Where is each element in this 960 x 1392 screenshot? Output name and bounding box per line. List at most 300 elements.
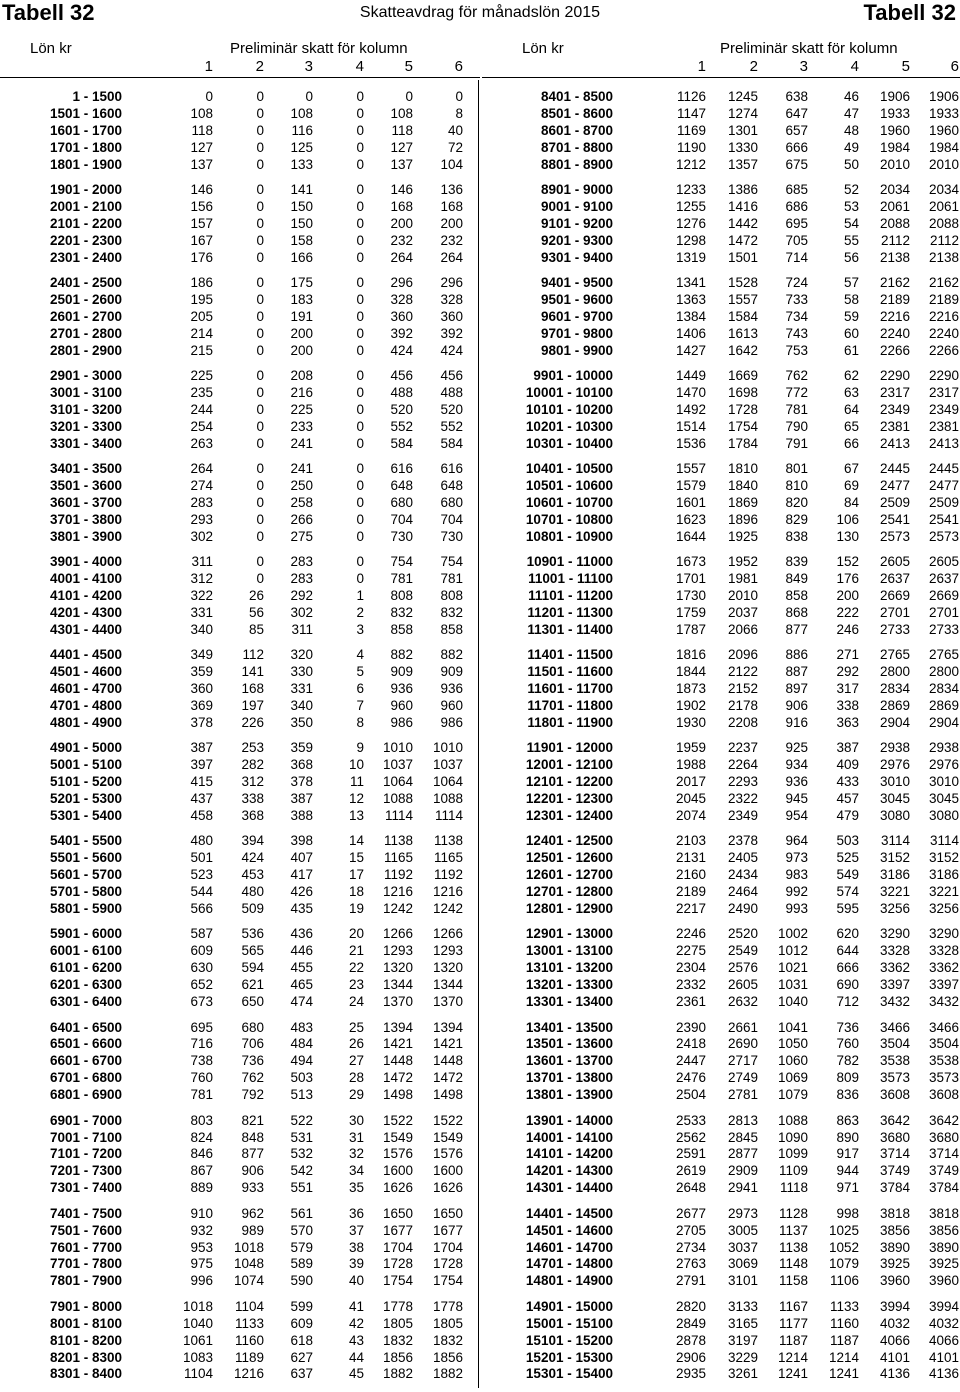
income-range: 4801 - 4900 xyxy=(49,715,122,731)
tax-col-4: 84 xyxy=(843,495,859,511)
tax-col-1: 1341 xyxy=(675,275,706,291)
income-range: 15101 - 15200 xyxy=(525,1332,613,1348)
tax-col-6: 3114 xyxy=(929,833,959,849)
tax-col-4: 60 xyxy=(843,325,859,341)
tax-col-1: 2791 xyxy=(675,1273,706,1289)
tax-col-3: 436 xyxy=(290,926,313,942)
tax-col-3: 359 xyxy=(290,740,313,756)
income-range: 9201 - 9300 xyxy=(540,232,613,248)
tax-col-5: 1138 xyxy=(383,833,413,849)
tax-col-1: 501 xyxy=(190,850,213,866)
tax-col-1: 673 xyxy=(190,994,213,1010)
tax-col-6: 424 xyxy=(440,342,463,358)
tax-col-6: 3152 xyxy=(928,850,959,866)
income-range: 6201 - 6300 xyxy=(49,977,122,993)
income-range: 1701 - 1800 xyxy=(49,139,122,155)
tax-col-5: 3362 xyxy=(879,960,910,976)
income-range: 3701 - 3800 xyxy=(49,512,122,528)
tax-col-2: 0 xyxy=(256,156,264,172)
tax-col-1: 889 xyxy=(190,1180,213,1196)
tax-col-4: 0 xyxy=(356,105,364,121)
tax-col-1: 1276 xyxy=(675,215,706,231)
column-number-1: 1 xyxy=(697,58,706,75)
tax-col-5: 424 xyxy=(390,342,413,358)
tax-col-5: 3538 xyxy=(879,1053,910,1069)
tax-col-3: 387 xyxy=(290,791,313,807)
tax-col-6: 2765 xyxy=(928,647,959,663)
tax-col-5: 2605 xyxy=(879,554,910,570)
tax-col-6: 1882 xyxy=(432,1366,463,1382)
tax-col-4: 760 xyxy=(836,1036,859,1052)
tax-col-6: 2349 xyxy=(928,402,959,418)
tax-col-5: 200 xyxy=(390,215,413,231)
tax-col-3: 258 xyxy=(290,495,313,511)
tax-col-3: 503 xyxy=(290,1070,313,1086)
tax-col-3: 1214 xyxy=(777,1349,808,1365)
tax-col-2: 1669 xyxy=(727,368,758,384)
tax-col-4: 6 xyxy=(356,681,364,697)
income-range: 6801 - 6900 xyxy=(49,1087,122,1103)
tax-col-2: 1925 xyxy=(727,529,758,544)
income-range: 5701 - 5800 xyxy=(49,884,122,900)
tax-col-6: 2637 xyxy=(928,571,959,587)
tax-col-3: 426 xyxy=(290,884,313,900)
tax-col-3: 637 xyxy=(290,1366,313,1382)
tax-col-5: 1650 xyxy=(382,1205,413,1221)
tax-col-2: 680 xyxy=(241,1019,264,1035)
tax-col-3: 1187 xyxy=(778,1332,808,1348)
tax-col-6: 1728 xyxy=(432,1256,463,1272)
tax-col-2: 3133 xyxy=(727,1298,758,1314)
tax-col-3: 398 xyxy=(290,833,313,849)
tax-col-1: 1930 xyxy=(675,715,706,731)
tax-col-6: 2240 xyxy=(928,325,959,341)
tax-col-3: 734 xyxy=(785,309,808,324)
tax-col-1: 2131 xyxy=(675,850,706,866)
tax-col-1: 1061 xyxy=(182,1332,213,1348)
tax-col-2: 0 xyxy=(256,309,264,324)
income-range: 8401 - 8500 xyxy=(540,89,613,104)
tax-col-5: 960 xyxy=(390,698,413,714)
tax-col-2: 2010 xyxy=(727,588,758,604)
tax-col-1: 652 xyxy=(190,977,213,993)
tax-col-6: 986 xyxy=(440,715,463,731)
income-range: 13801 - 13900 xyxy=(525,1087,613,1103)
tax-col-3: 801 xyxy=(785,461,808,477)
tax-col-1: 1298 xyxy=(675,232,706,248)
tax-col-2: 3197 xyxy=(727,1332,758,1348)
tax-col-6: 1960 xyxy=(928,122,959,138)
tax-col-3: 781 xyxy=(785,402,808,418)
income-range: 11601 - 11700 xyxy=(527,681,613,697)
tax-col-2: 1048 xyxy=(233,1256,264,1272)
tax-col-4: 644 xyxy=(836,943,859,959)
tax-col-5: 1088 xyxy=(382,791,413,807)
tax-col-3: 657 xyxy=(785,122,808,138)
tax-col-6: 1394 xyxy=(432,1019,463,1035)
income-range: 9101 - 9200 xyxy=(540,215,613,231)
tax-col-6: 1472 xyxy=(432,1070,463,1086)
tax-col-3: 1148 xyxy=(778,1256,808,1272)
tax-col-5: 2216 xyxy=(879,309,910,324)
tax-col-5: 2290 xyxy=(879,368,910,384)
tax-col-3: 1118 xyxy=(779,1180,808,1196)
income-range: 12501 - 12600 xyxy=(525,850,613,866)
tax-col-4: 690 xyxy=(836,977,859,993)
tax-col-6: 2800 xyxy=(928,664,959,680)
tax-col-5: 1960 xyxy=(879,122,910,138)
tax-col-5: 3573 xyxy=(879,1070,910,1086)
tax-col-2: 0 xyxy=(256,199,264,214)
tax-col-3: 1128 xyxy=(778,1205,808,1221)
tax-col-2: 2909 xyxy=(727,1163,758,1179)
page-title: Skatteavdrag för månadslön 2015 xyxy=(359,4,601,21)
tax-col-2: 0 xyxy=(256,461,264,477)
tax-col-1: 2820 xyxy=(675,1298,706,1314)
tax-col-6: 488 xyxy=(440,385,463,401)
income-range: 13201 - 13300 xyxy=(525,977,613,993)
tax-col-6: 584 xyxy=(440,435,463,451)
income-range: 2701 - 2800 xyxy=(49,325,122,341)
tax-col-3: 200 xyxy=(290,342,313,358)
tax-col-2: 394 xyxy=(241,833,264,849)
income-range: 3501 - 3600 xyxy=(49,478,122,494)
tax-col-6: 1421 xyxy=(432,1036,463,1052)
tax-col-5: 328 xyxy=(390,292,413,308)
tax-col-5: 1010 xyxy=(382,740,413,756)
tax-col-6: 3045 xyxy=(928,791,959,807)
tax-col-2: 2877 xyxy=(727,1146,758,1162)
tax-col-4: 23 xyxy=(348,977,364,993)
tax-col-1: 378 xyxy=(190,715,213,731)
tax-col-5: 808 xyxy=(390,588,413,604)
tax-col-6: 3397 xyxy=(928,977,959,993)
income-range: 7201 - 7300 xyxy=(49,1163,122,1179)
tax-col-4: 7 xyxy=(356,698,364,714)
tax-col-1: 1169 xyxy=(676,122,706,138)
tax-col-3: 241 xyxy=(290,461,313,477)
tax-col-6: 2701 xyxy=(928,605,959,621)
tax-col-5: 1498 xyxy=(382,1087,413,1103)
tax-col-2: 3101 xyxy=(727,1273,758,1289)
income-range: 11001 - 11100 xyxy=(528,571,613,587)
tax-col-1: 458 xyxy=(190,808,213,824)
tax-col-3: 1079 xyxy=(777,1087,808,1103)
tax-col-4: 525 xyxy=(836,850,859,866)
tax-col-2: 253 xyxy=(241,740,264,756)
tax-col-3: 753 xyxy=(785,342,808,358)
tax-col-3: 116 xyxy=(291,122,313,138)
tax-col-5: 2976 xyxy=(879,757,910,773)
tax-col-3: 1167 xyxy=(778,1298,808,1314)
left-column-numbers xyxy=(0,58,480,76)
tax-col-4: 9 xyxy=(356,740,364,756)
tax-col-2: 0 xyxy=(256,215,264,231)
tax-col-3: 849 xyxy=(785,571,808,587)
tax-col-1: 2332 xyxy=(675,977,706,993)
tax-col-1: 2906 xyxy=(675,1349,706,1365)
income-range: 7801 - 7900 xyxy=(49,1273,122,1289)
tax-col-1: 1104 xyxy=(183,1366,213,1382)
tax-col-1: 996 xyxy=(190,1273,213,1289)
tax-col-1: 1363 xyxy=(675,292,706,308)
tax-col-2: 877 xyxy=(241,1146,264,1162)
income-range: 10801 - 10900 xyxy=(525,529,613,544)
tax-col-5: 4101 xyxy=(879,1349,910,1365)
income-range: 14601 - 14700 xyxy=(525,1239,613,1255)
tax-col-2: 933 xyxy=(241,1180,264,1196)
tax-col-2: 509 xyxy=(241,901,264,917)
tax-col-6: 2061 xyxy=(928,199,959,214)
tax-col-1: 1233 xyxy=(675,182,706,198)
income-range: 10701 - 10800 xyxy=(525,512,613,528)
income-range: 8501 - 8600 xyxy=(540,105,613,121)
income-range: 14701 - 14800 xyxy=(525,1256,613,1272)
income-range: 4001 - 4100 xyxy=(49,571,122,587)
tax-col-5: 2112 xyxy=(880,232,910,248)
tax-col-5: 1192 xyxy=(383,867,413,883)
tax-col-4: 595 xyxy=(836,901,859,917)
tax-col-4: 433 xyxy=(836,774,859,790)
tax-col-6: 1933 xyxy=(928,105,959,121)
tax-col-5: 3328 xyxy=(879,943,910,959)
tax-col-1: 274 xyxy=(190,478,213,494)
income-range: 11101 - 11200 xyxy=(528,588,613,604)
tax-col-2: 0 xyxy=(256,402,264,418)
income-range: 2301 - 2400 xyxy=(49,249,122,265)
tax-col-3: 191 xyxy=(290,309,313,324)
tax-col-3: 638 xyxy=(785,89,808,104)
tax-col-6: 3080 xyxy=(928,808,959,824)
tax-col-4: 49 xyxy=(843,139,859,155)
tax-col-1: 2677 xyxy=(675,1205,706,1221)
tax-col-3: 810 xyxy=(785,478,808,494)
tax-col-4: 222 xyxy=(836,605,859,621)
tax-col-4: 59 xyxy=(843,309,859,324)
tax-col-2: 792 xyxy=(241,1087,264,1103)
tax-col-4: 45 xyxy=(348,1366,364,1382)
tax-col-2: 2781 xyxy=(727,1087,758,1103)
right-header-row xyxy=(482,40,960,58)
tax-col-5: 1704 xyxy=(382,1239,413,1255)
income-range: 14101 - 14200 xyxy=(525,1146,613,1162)
tax-col-5: 1216 xyxy=(382,884,413,900)
tax-col-3: 551 xyxy=(290,1180,313,1196)
tax-col-1: 322 xyxy=(190,588,213,604)
tax-col-3: 733 xyxy=(785,292,808,308)
income-range: 7101 - 7200 xyxy=(49,1146,122,1162)
tax-col-2: 1301 xyxy=(727,122,758,138)
tax-col-5: 1472 xyxy=(382,1070,413,1086)
income-range: 2101 - 2200 xyxy=(49,215,122,231)
tax-col-6: 616 xyxy=(440,461,463,477)
tax-col-2: 2464 xyxy=(727,884,758,900)
lon-kr-header: Lön kr xyxy=(522,40,564,57)
tax-col-1: 2275 xyxy=(675,943,706,959)
tax-col-2: 168 xyxy=(241,681,264,697)
tax-col-6: 1293 xyxy=(432,943,463,959)
tax-col-2: 1728 xyxy=(727,402,758,418)
tax-col-4: 317 xyxy=(836,681,859,697)
tax-col-5: 232 xyxy=(390,232,413,248)
tax-col-4: 1187 xyxy=(829,1332,859,1348)
tax-col-5: 3152 xyxy=(879,850,910,866)
tax-col-6: 1600 xyxy=(432,1163,463,1179)
income-range: 4501 - 4600 xyxy=(49,664,122,680)
tax-col-3: 993 xyxy=(785,901,808,917)
tax-col-5: 4066 xyxy=(879,1332,910,1348)
tax-col-6: 704 xyxy=(440,512,463,528)
income-range: 5801 - 5900 xyxy=(49,901,122,917)
income-range: 12201 - 12300 xyxy=(525,791,613,807)
tax-col-3: 627 xyxy=(290,1349,313,1365)
tax-col-4: 58 xyxy=(843,292,859,308)
tax-col-1: 2476 xyxy=(675,1070,706,1086)
tax-col-4: 32 xyxy=(348,1146,364,1162)
tax-col-3: 331 xyxy=(290,681,313,697)
tax-col-5: 1728 xyxy=(382,1256,413,1272)
tax-col-5: 3114 xyxy=(880,833,910,849)
tax-col-5: 3432 xyxy=(879,994,910,1010)
tax-col-4: 1133 xyxy=(829,1298,859,1314)
tax-col-6: 1576 xyxy=(432,1146,463,1162)
income-range: 10301 - 10400 xyxy=(525,435,613,451)
tax-col-3: 216 xyxy=(290,385,313,401)
tax-col-2: 0 xyxy=(256,232,264,248)
tax-col-4: 620 xyxy=(836,926,859,942)
tax-col-4: 0 xyxy=(356,309,364,324)
tax-col-2: 0 xyxy=(256,385,264,401)
tax-col-6: 8 xyxy=(455,105,463,121)
column-number-6: 6 xyxy=(454,58,463,75)
tax-col-5: 2381 xyxy=(879,419,910,434)
tax-col-4: 62 xyxy=(843,368,859,384)
tax-col-3: 934 xyxy=(785,757,808,773)
tax-col-3: 446 xyxy=(290,943,313,959)
tax-col-3: 513 xyxy=(290,1087,313,1103)
tax-col-1: 1126 xyxy=(676,89,706,104)
tax-col-1: 1873 xyxy=(675,681,706,697)
tax-col-6: 3890 xyxy=(928,1239,959,1255)
tax-col-5: 936 xyxy=(390,681,413,697)
income-range: 3601 - 3700 xyxy=(49,495,122,511)
tax-col-3: 455 xyxy=(290,960,313,976)
tax-col-6: 882 xyxy=(440,647,463,663)
tax-col-1: 2103 xyxy=(675,833,706,849)
tax-col-2: 1189 xyxy=(234,1349,264,1365)
tax-col-6: 3784 xyxy=(928,1180,959,1196)
tax-col-4: 479 xyxy=(836,808,859,824)
tax-col-6: 1754 xyxy=(432,1273,463,1289)
tax-col-5: 3784 xyxy=(879,1180,910,1196)
income-range: 14301 - 14400 xyxy=(525,1180,613,1196)
tax-col-3: 916 xyxy=(785,715,808,731)
tax-col-6: 360 xyxy=(440,309,463,324)
tax-col-5: 1448 xyxy=(382,1053,413,1069)
income-range: 6301 - 6400 xyxy=(49,994,122,1010)
tax-col-6: 2112 xyxy=(929,232,959,248)
tax-col-6: 2834 xyxy=(928,681,959,697)
tax-col-1: 283 xyxy=(190,495,213,511)
tax-col-2: 226 xyxy=(241,715,264,731)
tabell-label-left: Tabell 32 xyxy=(2,0,95,25)
tax-col-2: 3165 xyxy=(727,1315,758,1331)
tax-col-2: 3005 xyxy=(727,1222,758,1238)
tax-col-6: 1832 xyxy=(432,1332,463,1348)
tax-col-1: 176 xyxy=(190,249,213,265)
tax-col-2: 989 xyxy=(241,1222,264,1238)
tax-col-3: 417 xyxy=(290,867,313,883)
tax-col-1: 2935 xyxy=(675,1366,706,1382)
tax-col-1: 118 xyxy=(191,122,213,138)
tax-col-2: 2690 xyxy=(727,1036,758,1052)
tax-col-6: 2034 xyxy=(928,182,959,198)
tax-col-4: 37 xyxy=(348,1222,364,1238)
tax-col-3: 108 xyxy=(290,105,313,121)
tax-col-4: 54 xyxy=(843,215,859,231)
tax-col-3: 141 xyxy=(290,182,313,198)
income-range: 2501 - 2600 xyxy=(49,292,122,308)
tax-col-6: 3256 xyxy=(928,901,959,917)
tax-col-3: 599 xyxy=(290,1298,313,1314)
income-range: 5101 - 5200 xyxy=(49,774,122,790)
tax-col-2: 0 xyxy=(256,182,264,198)
tax-col-2: 26 xyxy=(248,588,264,604)
tax-col-3: 1158 xyxy=(778,1273,808,1289)
tax-col-5: 1754 xyxy=(382,1273,413,1289)
tax-col-6: 3538 xyxy=(928,1053,959,1069)
tax-col-3: 561 xyxy=(290,1205,313,1221)
tax-col-2: 0 xyxy=(256,105,264,121)
tax-col-2: 0 xyxy=(256,368,264,384)
tax-col-4: 0 xyxy=(356,478,364,494)
tax-col-5: 1114 xyxy=(384,808,413,824)
tax-col-3: 175 xyxy=(290,275,313,291)
tax-col-1: 312 xyxy=(190,571,213,587)
income-range: 12101 - 12200 xyxy=(525,774,613,790)
income-range: 4401 - 4500 xyxy=(49,647,122,663)
tax-col-4: 1106 xyxy=(829,1273,859,1289)
tax-col-1: 910 xyxy=(190,1205,213,1221)
tax-col-2: 2264 xyxy=(727,757,758,773)
tax-col-2: 1416 xyxy=(727,199,758,214)
income-range: 7701 - 7800 xyxy=(49,1256,122,1272)
income-range: 3801 - 3900 xyxy=(49,529,122,544)
tax-col-2: 1133 xyxy=(234,1315,264,1331)
tax-col-2: 0 xyxy=(256,325,264,341)
tax-col-4: 2 xyxy=(356,605,364,621)
tax-col-1: 2160 xyxy=(675,867,706,883)
tax-col-4: 387 xyxy=(836,740,859,756)
tax-col-1: 1557 xyxy=(675,461,706,477)
income-range: 12901 - 13000 xyxy=(525,926,613,942)
column-number-4: 4 xyxy=(850,58,859,75)
tax-col-5: 1856 xyxy=(382,1349,413,1365)
tax-col-4: 0 xyxy=(356,156,364,172)
tax-col-1: 1319 xyxy=(675,249,706,265)
tax-col-5: 488 xyxy=(390,385,413,401)
tax-col-1: 225 xyxy=(190,368,213,384)
tax-col-5: 392 xyxy=(390,325,413,341)
tax-col-2: 2293 xyxy=(727,774,758,790)
tax-col-3: 695 xyxy=(785,215,808,231)
tax-col-6: 3642 xyxy=(928,1112,959,1128)
tax-col-5: 882 xyxy=(390,647,413,663)
tax-col-5: 168 xyxy=(390,199,413,214)
tax-col-3: 685 xyxy=(785,182,808,198)
tax-col-4: 34 xyxy=(348,1163,364,1179)
tax-col-5: 3080 xyxy=(879,808,910,824)
